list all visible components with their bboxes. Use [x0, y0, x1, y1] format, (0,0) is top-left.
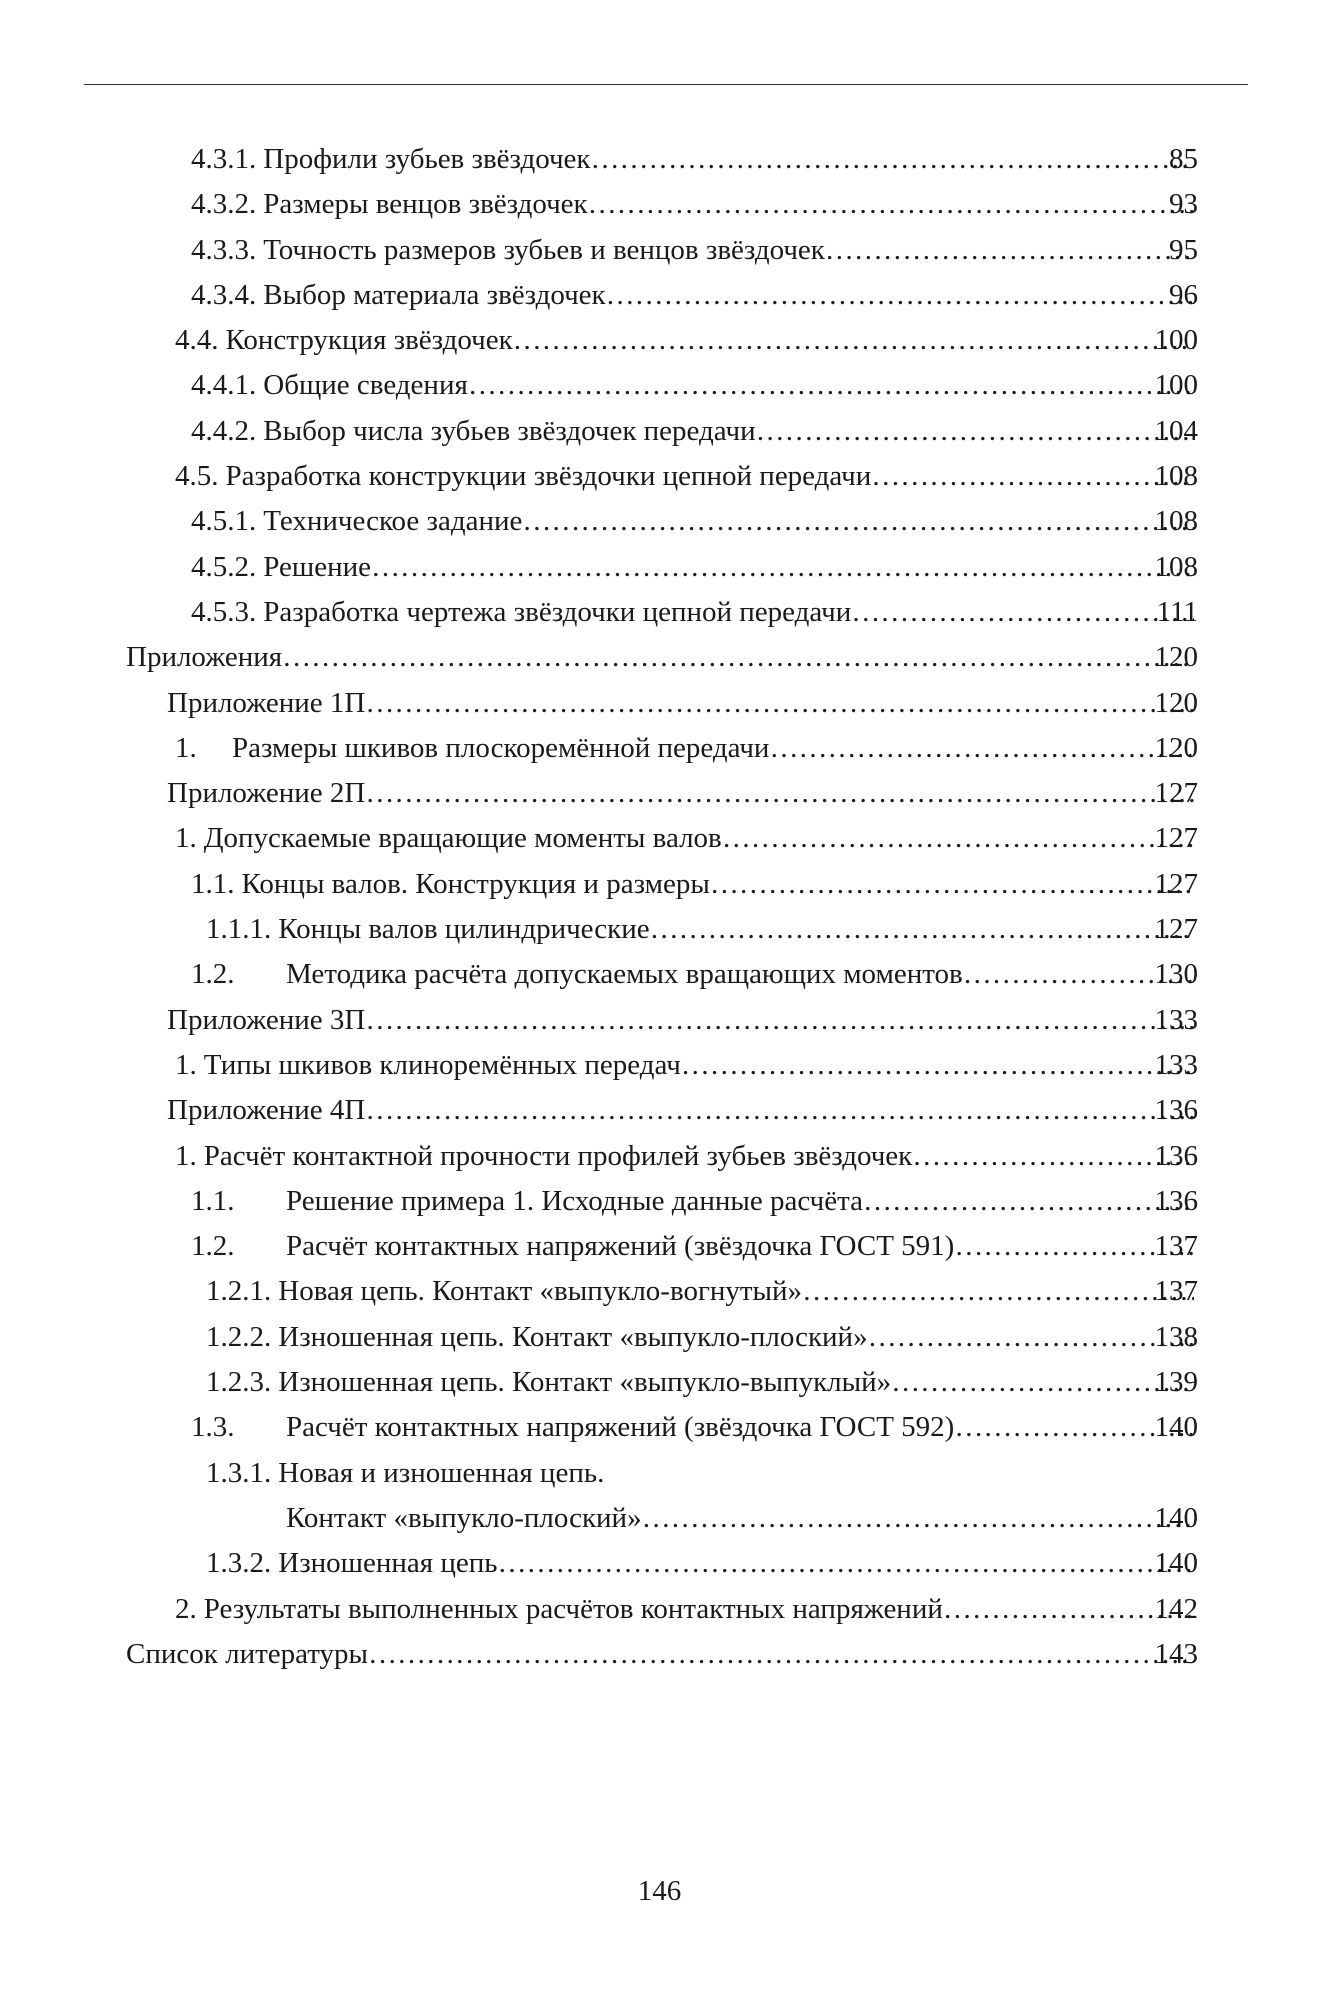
toc-entry-number: 4.3.2. [191, 188, 257, 221]
toc-entry-line [191, 363, 1200, 408]
toc-entry-number: 4.5.3. [191, 595, 257, 628]
toc-entry[interactable] [0, 1315, 1319, 1360]
header-rule [84, 84, 1248, 85]
toc-entry-page: 137 [1154, 1230, 1198, 1263]
toc-entry-line [191, 862, 1200, 907]
toc-entry-title: Приложения [126, 641, 283, 674]
toc-entry-page: 85 [1169, 143, 1198, 175]
toc-entry-number: 4.4.1. [191, 369, 257, 402]
toc-entry[interactable] [0, 409, 1319, 454]
toc-entry-line [191, 273, 1200, 318]
toc-entry-page: 100 [1154, 369, 1198, 402]
toc-entry[interactable] [0, 273, 1319, 318]
toc-entry-number: 1. [175, 1048, 197, 1081]
toc-entry-number: 4.3.4. [191, 278, 257, 311]
toc-entry-number: 1.2. [191, 958, 235, 991]
toc-entry-line [191, 1179, 1200, 1224]
toc-entry-page: 138 [1154, 1320, 1198, 1353]
toc-entry-page: 111 [1156, 595, 1198, 628]
toc-entry-page: 120 [1154, 686, 1198, 719]
toc-entry-page: 137 [1154, 1275, 1198, 1308]
toc-entry-number: 1. [175, 822, 197, 855]
toc-entry[interactable] [0, 1632, 1319, 1677]
toc-entry-page: 140 [1154, 1501, 1198, 1534]
toc-entry[interactable] [0, 590, 1319, 635]
toc-entry-number: 1.1. [191, 867, 235, 900]
toc-entry[interactable] [0, 545, 1319, 590]
toc-entry[interactable] [0, 635, 1319, 680]
toc-entry-title: Приложение 3П [167, 1003, 366, 1036]
dot-leader [722, 816, 1194, 861]
toc-entry-title: Приложение 1П [167, 686, 366, 719]
toc-entry[interactable] [0, 1587, 1319, 1632]
toc-entry-title: Список литературы [126, 1637, 369, 1670]
toc-entry-page: 127 [1154, 822, 1198, 855]
toc-entry-page: 100 [1154, 324, 1198, 357]
toc-entry-page: 127 [1154, 913, 1198, 946]
toc-entry-page: 142 [1154, 1592, 1198, 1625]
toc-entry-page: 120 [1154, 641, 1198, 674]
toc-entry-title: Выбор числа зубьев звёздочек передачи [263, 414, 756, 447]
dot-leader [606, 273, 1194, 318]
toc-entry-title: Профили зубьев звёздочек [263, 143, 591, 175]
toc-entry-line [175, 1043, 1200, 1088]
toc-entry-title: Контакт «выпукло-плоский» [286, 1501, 642, 1534]
toc-entry[interactable] [0, 137, 1319, 182]
dot-leader [468, 363, 1194, 408]
dot-leader [642, 1496, 1194, 1541]
toc-entry-title: Методика расчёта допускаемых вращающих моментов [286, 958, 963, 991]
toc-entry-page: 104 [1154, 414, 1198, 447]
toc-entry[interactable] [0, 726, 1319, 771]
toc-entry-title: Приложение 4П [167, 1094, 366, 1127]
toc-entry-line [167, 998, 1200, 1043]
toc-entry[interactable] [0, 1360, 1319, 1405]
toc-entry-title: Размеры шкивов плоскоремённой передачи [232, 731, 770, 764]
dot-leader [650, 907, 1194, 952]
toc-entry-title: Приложение 2П [167, 777, 366, 810]
table-of-contents [0, 137, 1319, 1677]
toc-entry-title: Техническое задание [263, 505, 523, 538]
toc-entry-page: 127 [1154, 777, 1198, 810]
toc-entry-page: 96 [1169, 278, 1198, 311]
toc-entry-line [175, 1134, 1200, 1179]
toc-entry-line [191, 409, 1200, 454]
toc-entry[interactable] [0, 363, 1319, 408]
toc-entry-line [206, 1541, 1200, 1586]
toc-entry-number: 1.2.3. [206, 1366, 272, 1399]
dot-leader [365, 771, 1194, 816]
toc-entry-title: Изношенная цепь. Контакт «выпукло-выпуклый» [278, 1366, 892, 1399]
toc-entry-number: 4.5.2. [191, 550, 257, 583]
toc-entry-title: Расчёт контактных напряжений (звёздочка ГОСТ 592) [286, 1411, 955, 1444]
toc-entry-title: Концы валов цилиндрические [278, 913, 650, 946]
toc-entry-title: Новая и изношенная цепь. [278, 1456, 605, 1489]
toc-entry-line [191, 545, 1200, 590]
dot-leader [365, 1088, 1194, 1133]
toc-entry-page: 93 [1169, 188, 1198, 221]
toc-entry-title: Расчёт контактной прочности профилей зубьев звёздочек [203, 1139, 913, 1172]
page-number: 146 [637, 1875, 682, 1907]
toc-entry-page: 143 [1154, 1637, 1198, 1670]
toc-entry-number: 1. [175, 731, 197, 764]
toc-entry-number: 4.4. [175, 324, 219, 357]
dot-leader [371, 545, 1194, 590]
dot-leader [498, 1541, 1194, 1586]
toc-entry-page: 133 [1154, 1048, 1198, 1081]
toc-entry-title: Выбор материала звёздочек [263, 278, 606, 311]
dot-leader [522, 499, 1194, 544]
dot-leader [591, 137, 1194, 182]
toc-entry-line [191, 182, 1200, 227]
toc-entry-number: 1.3.2. [206, 1547, 272, 1580]
toc-entry-page: 140 [1154, 1411, 1198, 1444]
toc-entry[interactable] [0, 952, 1319, 997]
toc-entry-line [206, 1315, 1200, 1360]
toc-entry-line [126, 1632, 1200, 1677]
toc-entry-line [191, 228, 1200, 273]
toc-entry-page: 108 [1154, 460, 1198, 493]
toc-entry-number: 4.5.1. [191, 505, 257, 538]
toc-entry-page: 139 [1154, 1366, 1198, 1399]
toc-entry-page: 127 [1154, 867, 1198, 900]
toc-entry-page: 133 [1154, 1003, 1198, 1036]
toc-entry-line [191, 1224, 1200, 1269]
toc-entry-title: Концы валов. Конструкция и размеры [241, 867, 710, 900]
toc-entry-page: 140 [1154, 1547, 1198, 1580]
dot-leader [513, 318, 1194, 363]
toc-entry[interactable] [0, 998, 1319, 1043]
toc-entry-number: 1.2.1. [206, 1275, 272, 1308]
toc-entry-page: 136 [1154, 1139, 1198, 1172]
toc-entry-title: Разработка чертежа звёздочки цепной передачи [263, 595, 852, 628]
toc-entry-title: Решение примера 1. Исходные данные расчёта [286, 1184, 864, 1217]
dot-leader [710, 862, 1194, 907]
toc-entry-page: 136 [1154, 1094, 1198, 1127]
toc-entry-title: Разработка конструкции звёздочки цепной передачи [225, 460, 872, 493]
toc-entry-title: Результаты выполненных расчётов контактных напряжений [203, 1592, 943, 1625]
toc-entry[interactable] [0, 1451, 1319, 1496]
dot-leader [282, 635, 1194, 680]
toc-entry[interactable] [0, 1224, 1319, 1269]
toc-entry-line [126, 635, 1200, 680]
toc-entry[interactable] [0, 907, 1319, 952]
toc-entry-title: Точность размеров зубьев и венцов звёздочек [263, 233, 825, 266]
toc-entry[interactable] [0, 862, 1319, 907]
toc-entry[interactable] [0, 771, 1319, 816]
toc-entry-line [175, 318, 1200, 363]
toc-entry-line [206, 1451, 1200, 1496]
toc-entry-title: Изношенная цепь [278, 1547, 498, 1580]
toc-entry-title: Решение [263, 550, 371, 583]
toc-entry-page: 120 [1154, 731, 1198, 764]
toc-entry-line [191, 499, 1200, 544]
toc-entry-number: 4.3.3. [191, 233, 257, 266]
dot-leader [588, 182, 1194, 227]
toc-entry-number: 4.3.1. [191, 143, 257, 175]
toc-entry[interactable] [0, 182, 1319, 227]
dot-leader [368, 1632, 1194, 1677]
toc-entry-number: 1. [175, 1139, 197, 1172]
toc-entry[interactable] [0, 1043, 1319, 1088]
toc-entry-number: 1.2.2. [206, 1320, 272, 1353]
toc-entry-line [191, 590, 1200, 635]
toc-entry-number: 1.1.1. [206, 913, 272, 946]
toc-entry-line [167, 771, 1200, 816]
toc-entry-title: Изношенная цепь. Контакт «выпукло-плоский» [278, 1320, 868, 1353]
toc-entry[interactable] [0, 1088, 1319, 1133]
dot-leader [365, 998, 1194, 1043]
toc-entry-number: 1.3. [191, 1411, 235, 1444]
toc-entry-title: Расчёт контактных напряжений (звёздочка ГОСТ 591) [286, 1230, 955, 1263]
toc-entry-number: 1.3.1. [206, 1456, 272, 1489]
toc-entry-title: Допускаемые вращающие моменты валов [203, 822, 722, 855]
toc-entry-title: Размеры венцов звёздочек [263, 188, 588, 221]
toc-entry-number: 4.5. [175, 460, 219, 493]
toc-entry-number: 1.1. [191, 1184, 235, 1217]
toc-entry[interactable] [0, 681, 1319, 726]
toc-entry-line [175, 1587, 1200, 1632]
toc-entry-line [191, 137, 1200, 182]
toc-entry-line [175, 454, 1200, 499]
toc-entry-line [167, 681, 1200, 726]
toc-entry-page: 130 [1154, 958, 1198, 991]
toc-entry-line [206, 1360, 1200, 1405]
toc-entry-number: 2. [175, 1592, 197, 1625]
toc-entry[interactable] [0, 1134, 1319, 1179]
toc-entry[interactable] [0, 454, 1319, 499]
dot-leader [681, 1043, 1194, 1088]
toc-entry-page: 108 [1154, 550, 1198, 583]
toc-entry-line [286, 1496, 1200, 1541]
toc-entry[interactable] [0, 816, 1319, 861]
toc-entry-number: 1.2. [191, 1230, 235, 1263]
toc-entry[interactable] [0, 1179, 1319, 1224]
toc-entry[interactable] [0, 1405, 1319, 1450]
toc-entry-line [175, 726, 1200, 771]
toc-entry[interactable] [0, 1269, 1319, 1314]
toc-entry-number: 4.4.2. [191, 414, 257, 447]
toc-entry[interactable] [0, 499, 1319, 544]
toc-entry[interactable] [0, 1496, 1319, 1541]
toc-entry-line [175, 816, 1200, 861]
toc-entry-title: Новая цепь. Контакт «выпукло-вогнутый» [278, 1275, 803, 1308]
toc-entry-line [191, 1405, 1200, 1450]
toc-entry-title: Конструкция звёздочек [225, 324, 513, 357]
toc-entry[interactable] [0, 228, 1319, 273]
toc-entry-line [167, 1088, 1200, 1133]
toc-entry[interactable] [0, 318, 1319, 363]
dot-leader [365, 681, 1194, 726]
toc-entry-page: 136 [1154, 1184, 1198, 1217]
toc-entry-page: 108 [1154, 505, 1198, 538]
toc-entry-page: 95 [1169, 233, 1198, 266]
toc-entry-title: Общие сведения [263, 369, 468, 402]
toc-entry[interactable] [0, 1541, 1319, 1586]
toc-entry-title: Типы шкивов клиноремённых передач [203, 1048, 681, 1081]
toc-entry-line [206, 1269, 1200, 1314]
toc-entry-line [191, 952, 1200, 997]
toc-entry-line [206, 907, 1200, 952]
